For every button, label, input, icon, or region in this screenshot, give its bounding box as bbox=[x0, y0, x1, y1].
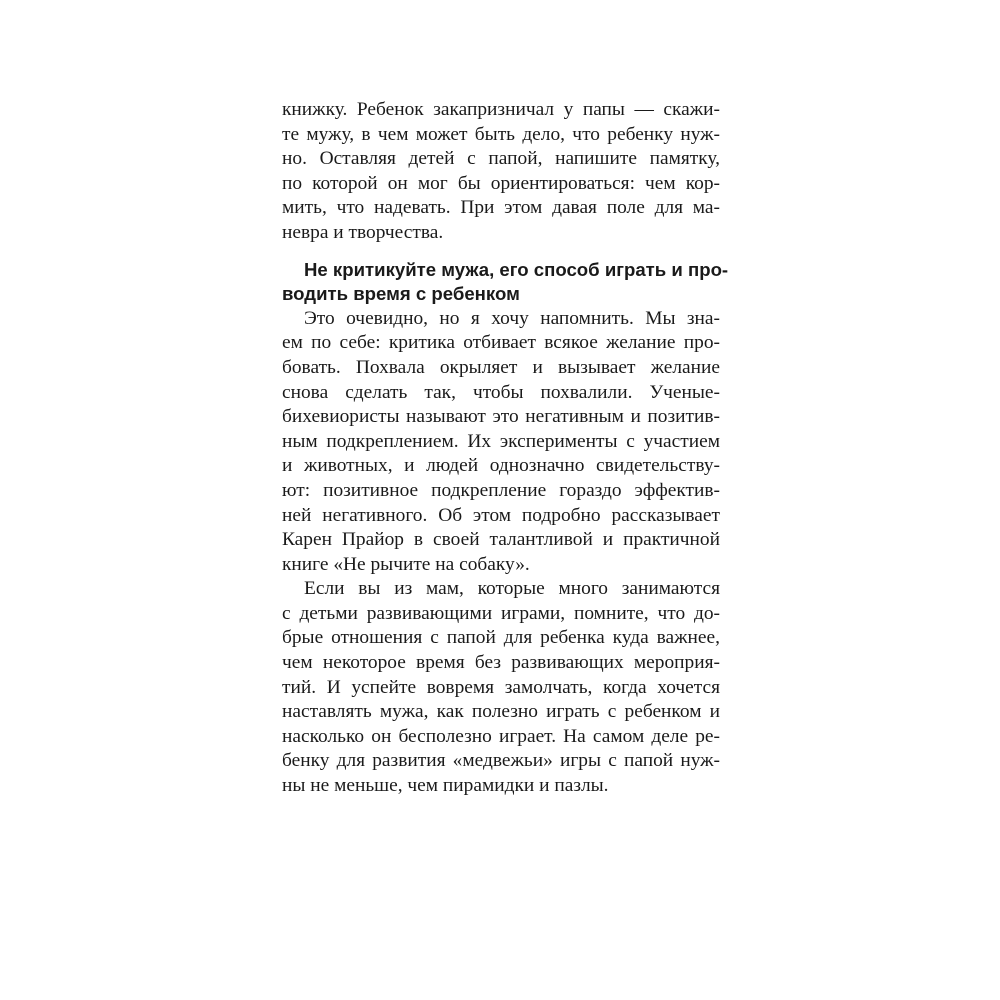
text-line: Карен Прайор в своей талантливой и практичной bbox=[282, 529, 720, 551]
text-line: бенку для развития «медвежьи» игры с папой нуж- bbox=[282, 750, 720, 772]
text-line: Если вы из мам, которые много занимаются bbox=[304, 578, 720, 600]
text-line: с детьми развивающими играми, помните, что до- bbox=[282, 602, 720, 624]
text-line: наставлять мужа, как полезно играть с ребенком и bbox=[282, 701, 720, 723]
text-line: ней негативного. Об этом подробно рассказывает bbox=[282, 504, 720, 526]
text-line: насколько он бесполезно играет. На самом деле ре- bbox=[282, 725, 720, 747]
text-line: по которой он мог бы ориентироваться: чем кор- bbox=[282, 172, 720, 194]
text-line: мить, что надевать. При этом давая поле для ма- bbox=[282, 197, 720, 219]
text-line: Это очевидно, но я хочу напомнить. Мы зна- bbox=[304, 307, 720, 329]
text-line: книге «Не рычите на собаку». bbox=[282, 553, 530, 575]
heading-line: Не критикуйте мужа, его способ играть и про- bbox=[304, 258, 729, 280]
paragraph-intro bbox=[282, 98, 720, 246]
text-line: невра и творчества. bbox=[282, 221, 444, 243]
text-line: ют: позитивное подкрепление гораздо эффектив- bbox=[282, 479, 720, 501]
text-line: ны не меньше, чем пирамидки и пазлы. bbox=[282, 775, 609, 797]
text-line: бихевиористы называют это негативным и позитив- bbox=[282, 406, 720, 428]
text-line: тий. И успейте вовремя замолчать, когда хочется bbox=[282, 676, 720, 698]
paragraph-criticism bbox=[282, 307, 720, 578]
text-line: и животных, и людей однозначно свидетельству- bbox=[282, 455, 720, 477]
text-line: чем некоторое время без развивающих мероприя- bbox=[282, 652, 720, 674]
heading-line: водить время с ребенком bbox=[282, 283, 520, 305]
section-spacer bbox=[282, 246, 720, 258]
text-line: книжку. Ребенок закапризничал у папы — скажи- bbox=[282, 99, 720, 120]
paragraph-games bbox=[282, 577, 720, 798]
text-line: те мужу, в чем может быть дело, что ребенку нуж- bbox=[282, 123, 720, 145]
text-line: брые отношения с папой для ребенка куда важнее, bbox=[282, 627, 720, 649]
text-line: ем по себе: критика отбивает всякое желание про- bbox=[282, 332, 720, 354]
text-line: ным подкреплением. Их эксперименты с участием bbox=[282, 430, 720, 452]
text-line: но. Оставляя детей с папой, напишите памятку, bbox=[282, 148, 720, 170]
page-text bbox=[282, 98, 729, 799]
text-line: бовать. Похвала окрыляет и вызывает желание bbox=[282, 356, 720, 378]
text-line: снова сделать так, чтобы похвалили. Ученые- bbox=[282, 381, 720, 403]
section-heading bbox=[282, 258, 729, 307]
